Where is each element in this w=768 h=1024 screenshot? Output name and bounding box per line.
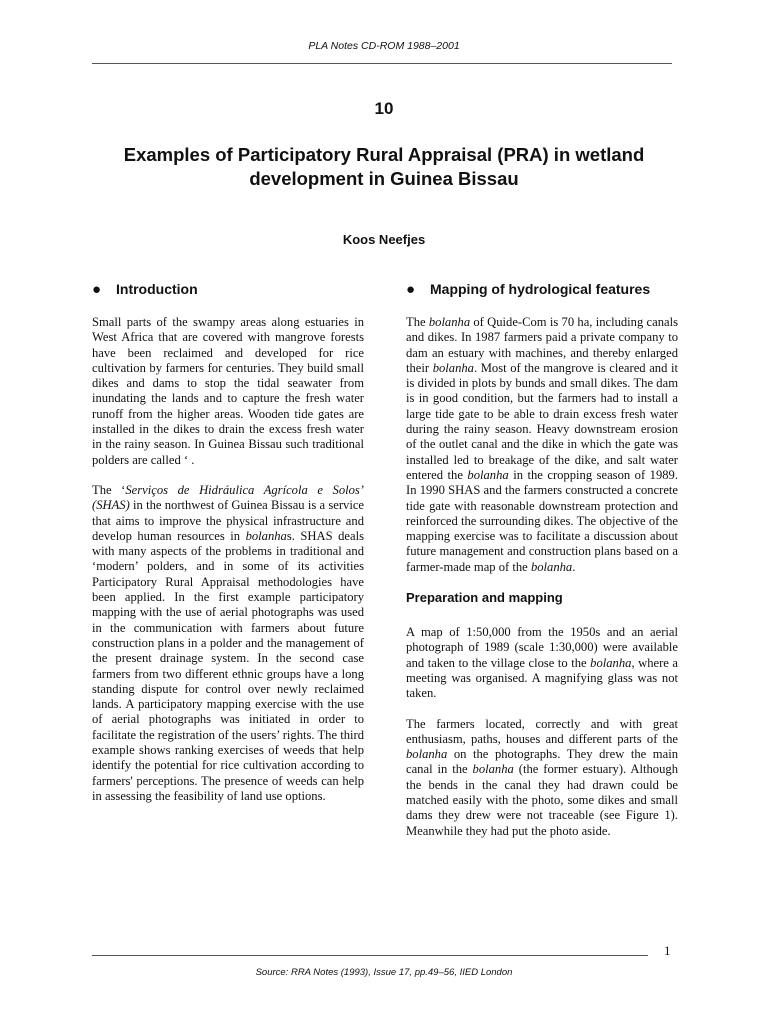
header-divider [92,63,672,64]
mapping-paragraph-1: The bolanha of Quide-Com is 70 ha, including canals and dikes. In 1987 farmers paid a private company to dam an estuary with machines, and thereby enlarged their bolanha. Most of the mangrove is cleared and it is divided in plots by bunds and small dikes. The dam is in good condition, but the farmers had to install a large tide gate to be able to drain excess fresh water during the rainy season. Heavy downstream erosion of the outlet canal and the dike in which the gate was installed led to breakage of the dike, and salt water entered the bolanha in the cropping season of 1989. In 1990 SHAS and the farmers constructed a concrete tide gate with reasonable downstream protection and reinforced the surrounding dikes. The objective of the mapping exercise was to facilitate a discussion about future management and construction plans based on a farmer-made map of the bolanha. [406,315,678,574]
subheading-preparation: Preparation and mapping [406,590,563,606]
source-citation: Source: RRA Notes (1993), Issue 17, pp.49–56, IIED London [255,967,513,978]
left-column [92,315,364,819]
page-title: Examples of Participatory Rural Appraisal (PRA) in wetland development in Guinea Bissau [123,144,645,189]
intro-paragraph-1: Small parts of the swampy areas along estuaries in West Africa that are covered with mangrove forests have been reclaimed and developed for rice cultivation by farmers for centuries. They build small dikes and dams to stop the tidal seawater from inundating the lands and to capture the fresh water runoff from the higher areas. Wooden tide gates are installed in the dikes to drain the excess fresh water in the rainy season. In Guinea Bissau such traditional polders are called ‘ . [92,315,364,467]
section-heading-mapping [406,281,650,298]
right-column [406,315,678,854]
footer-divider [92,955,648,956]
bullet-icon: ● [92,281,102,298]
page-number: 1 [664,943,671,958]
mapping-paragraph-3: The farmers located, correctly and with great enthusiasm, paths, houses and different parts of the bolanha on the photographs. They drew the main canal in the bolanha (the former estuary). Although the bends in the canal they had drawn could be matched easily with the photo, some dikes and small dams they drew were not traceable (see Figure 1). Meanwhile they had put the photo aside. [406,716,678,838]
mapping-paragraph-2: A map of 1:50,000 from the 1950s and an aerial photograph of 1989 (scale 1:30,000) were available and taken to the village close to the bolanha, where a meeting was organised. A magnifying glass was not taken. [406,625,678,701]
section-heading-label: Mapping of hydrological features [430,281,651,297]
bullet-icon: ● [406,281,416,298]
section-heading-label: Introduction [116,281,198,297]
chapter-number: 10 [374,99,394,118]
section-heading-introduction [92,281,198,298]
running-header: PLA Notes CD-ROM 1988–2001 [308,40,460,52]
intro-paragraph-2: The ‘Serviços de Hidráulica Agrícola e Solos’ (SHAS) in the northwest of Guinea Bissau is a service that aims to improve the physical infrastructure and develop human resources in bolanhas. SHAS deals with many aspects of the problems in traditional and ‘modern’ polders, and in some of its activities Participatory Rural Appraisal methodologies have been applied. In the first example participatory mapping with the use of aerial photographs was used in the communication with farmers about future construction plans in a polder and the management of the present drainage system. In the second case farmers from two different ethnic groups have a long standing dispute for control over newly reclaimed lands. A participatory mapping exercise with the use of aerial photographs was initiated in order to facilitate the registration of the users’ rights. The third example shows ranking exercises of weeds that help identify the potential for rice cultivation according to farmers' perceptions. The presence of weeds can help in assessing the feasibility of land use options. [92,482,365,803]
author-name: Koos Neefjes [342,232,426,247]
